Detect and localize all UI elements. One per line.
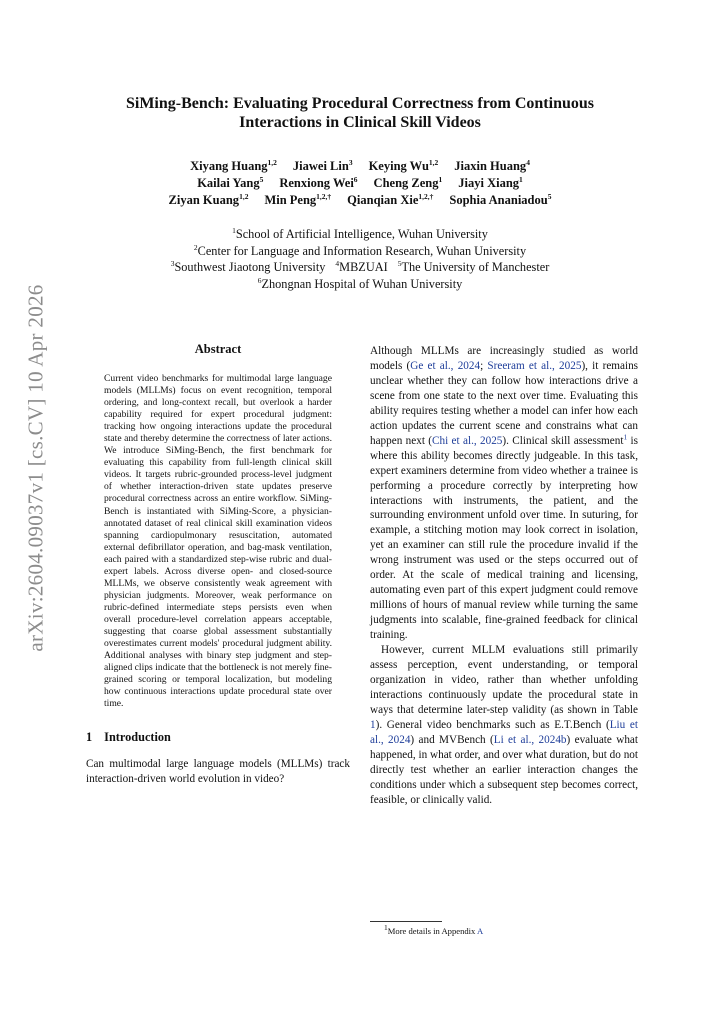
author-affiliation-marker: 1,2 [239, 191, 249, 201]
paragraph-text: ) and MVBench ( [410, 733, 494, 746]
author-name [169, 193, 249, 207]
author-name [458, 176, 523, 190]
author-affiliation-marker: 6 [353, 174, 358, 184]
citation-link[interactable]: Ge et al., 2024 [410, 359, 481, 372]
author-name [454, 159, 530, 173]
right-paragraph-2 [370, 643, 638, 807]
author-name-text: Ziyan Kuang [168, 193, 240, 207]
author-name [369, 159, 439, 173]
arxiv-id: arXiv:2604.09037v1 [cs.CV] 10 Apr 2026 [23, 284, 48, 652]
footnote [384, 923, 484, 936]
affiliation [335, 260, 387, 274]
author-name-text: Jiayi Xiang [458, 176, 520, 190]
affiliation-text: School of Artificial Intelligence, Wuhan University [235, 227, 488, 241]
paragraph-text: ). General video benchmarks such as E.T.Bench ( [375, 718, 610, 731]
author-name [374, 176, 443, 190]
author-affiliation-marker: 1,2,† [316, 191, 332, 201]
affiliation-text: MBZUAI [339, 260, 388, 274]
author-name [264, 193, 331, 207]
abstract-heading: Abstract [194, 342, 242, 356]
author-name [190, 159, 277, 173]
author-affiliation-marker: 1,2 [267, 157, 277, 167]
arxiv-watermark [14, 0, 58, 1019]
paragraph-text: However, current MLLM evaluations still primarily assess perception, event understanding, or temporal organization in video, rather than whether unfolding interactions continuously update the procedural state in ways that determine later-step validity (as shown in Table [370, 644, 638, 716]
author-name-text: Kailai Yang [197, 176, 260, 190]
author-row [80, 158, 640, 175]
section-number: 1 [86, 730, 93, 745]
author-name-text: Jiaxin Huang [454, 159, 527, 173]
author-name-text: Cheng Zeng [373, 176, 439, 190]
title-line-2: Interactions in Clinical Skill Videos [239, 114, 481, 131]
affiliation-marker: 1 [232, 225, 236, 235]
author-name [347, 193, 433, 207]
affiliation-text: The University of Manchester [401, 260, 550, 274]
author-name-text: Renxiong Wei [279, 176, 354, 190]
author-name-text: Jiawei Lin [292, 159, 349, 173]
affiliation-text: Zhongnan Hospital of Wuhan University [261, 276, 463, 291]
paragraph-text: ) evaluate what happened, in what order, and over what duration, but do not directly test whether an earlier interaction changes the conditions under which a subsequent step becomes correct, feasible, or clinically valid. [370, 733, 638, 806]
affiliation-row [80, 276, 640, 293]
footnote-text: More details in Appendix [387, 926, 478, 936]
author-affiliation-marker: 4 [526, 157, 530, 167]
author-name [197, 176, 263, 190]
citation-link[interactable]: Sreeram et al., 2025 [487, 359, 582, 372]
author-row [80, 175, 640, 192]
section-heading-introduction [86, 730, 350, 745]
citation-link[interactable]: 1 [370, 718, 376, 731]
author-name-text: Qianqian Xie [347, 193, 419, 207]
left-column [86, 342, 350, 787]
affiliation [171, 260, 326, 274]
author-name-text: Keying Wu [368, 159, 429, 173]
affiliation-marker: 2 [193, 242, 198, 252]
right-paragraph-1 [370, 344, 638, 643]
author-affiliation-marker: 3 [348, 157, 353, 167]
affiliation-row [80, 259, 640, 276]
section-title: Introduction [104, 730, 171, 745]
author-name [293, 159, 353, 173]
affiliation-row [80, 226, 640, 243]
author-name-text: Sophia Ananiadou [449, 193, 548, 207]
affiliation-text: Southwest Jiaotong University [174, 260, 326, 274]
citation-link[interactable]: Liu et al., 2024 [370, 718, 638, 746]
paragraph-text: is where this ability becomes directly judgeable. In this task, expert examiners determine from video whether a trainee is performing a procedure correctly by interpreting how interactions with instruments, the patient, and the surrounding environment unfold over time. In suturing, for example, a stitching motion may look correct in isolation, yet an examiner can still rule the procedure invalid if the wrong instrument was used or the steps occurred out of order. At the scale of medical training and licensing, automating even part of this expert judgment could remove millions of hours of manual review while turning the same judgments into scalable, fine-grained feedback for clinical training. [370, 434, 639, 642]
citation-link[interactable]: Li et al., 2024b [493, 733, 567, 746]
author-affiliation-marker: 1 [519, 174, 523, 184]
affiliation-text: Center for Language and Information Research, Wuhan University [197, 243, 527, 258]
affiliation [258, 277, 463, 291]
affiliation [398, 260, 550, 274]
author-row [80, 192, 640, 209]
author-name [449, 193, 551, 207]
right-column [370, 344, 638, 808]
paragraph-text: ; [480, 359, 488, 372]
abstract-body: Current video benchmarks for multimodal large language models (MLLMs) focus on event recognition, temporal ordering, and long-context recall, but overlook a harder capability required for expert procedural judgment: tracking how ongoing interactions update the procedural state and thereby determine the correctness of later actions. We introduce SiMing-Bench, the first benchmark for evaluating this capability from full-length clinical skill videos. It targets rubric-grounded process-level judgment of whether interaction-driven state updates preserve procedural correctness across an entire workflow. SiMing-Bench is instantiated with SiMing-Score, a physician-annotated dataset of real clinical skill examination videos spanning cardiopulmonary resuscitation, automated external defibrillator operation, and bag-mask ventilation, each paired with a standardized step-wise rubric and dual-expert labels. Across diverse open- and closed-source MLLMs, we observe consistently weak agreement with physician judgments. Moreover, weak performance on rubric-defined intermediate steps persists even when overall procedure-level correlation appears acceptable, suggesting that coarse global assessment substantially overestimates current models' procedural judgment ability. Additional analyses with binary step judgment and step-aligned clips indicate that the bottleneck is not merely fine-grained scoring or temporal localization, but modeling how continuous interactions update procedural state over time. [104, 373, 332, 710]
paragraph-text: ), it remains unclear whether they can follow how interactions drive a scene from one state to the next over time. Evaluating this ability requires testing whether a model can infer how each action updates the current scene and constrains what can happen next ( [370, 359, 639, 447]
affiliation-marker: 5 [397, 258, 402, 268]
author-affiliation-marker: 1 [438, 174, 443, 184]
title-line-1: SiMing-Bench: Evaluating Procedural Correctness from Continuous [125, 95, 594, 112]
affiliation [194, 244, 526, 258]
footnote-marker: 1 [384, 923, 388, 933]
intro-paragraph-1: Can multimodal large language models (MLLMs) track interaction-driven world evolution in video? [86, 758, 350, 786]
author-name-text: Xiyang Huang [190, 159, 268, 173]
affiliation-marker: 4 [335, 258, 340, 268]
author-affiliation-marker: 5 [259, 174, 264, 184]
author-name [279, 176, 357, 190]
footnote-reference[interactable]: 1 [623, 431, 628, 441]
footnote-rule [370, 921, 442, 922]
author-name-text: Min Peng [264, 193, 317, 207]
author-affiliation-marker: 1,2,† [418, 191, 434, 201]
affiliation-row [80, 243, 640, 260]
citation-link[interactable]: Chi et al., 2025 [432, 434, 503, 447]
affiliation-marker: 6 [257, 275, 262, 285]
paper-title [80, 94, 640, 132]
affiliation-marker: 3 [170, 258, 175, 268]
author-list [80, 158, 640, 209]
paragraph-text: ). Clinical skill assessment [502, 434, 624, 447]
paragraph-text: Although MLLMs are increasingly studied as world models ( [370, 345, 638, 372]
footnote-appendix-link[interactable]: A [477, 926, 484, 936]
author-affiliation-marker: 1,2 [428, 157, 439, 167]
affiliation [232, 227, 488, 241]
author-affiliation-marker: 5 [547, 191, 552, 201]
affiliation-list [80, 226, 640, 292]
